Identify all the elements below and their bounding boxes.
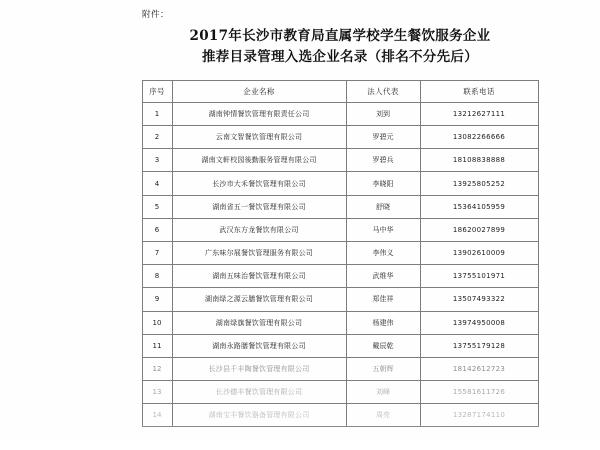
cell-company-name: 湖南文軒校园後勤服务管理有限公司 <box>172 149 346 172</box>
cell-index: 10 <box>142 311 172 334</box>
page-title <box>140 26 540 68</box>
title-line-1: 2017年长沙市教育局直属学校学生餐饮服务企业 <box>189 28 491 44</box>
table-row <box>142 404 538 427</box>
cell-company-name: 湖南绿之源云膳餐饮管理有限公司 <box>172 288 346 311</box>
enterprise-roster-table <box>142 80 539 428</box>
table-header-row <box>142 80 538 102</box>
table-row <box>142 311 538 334</box>
column-header-index: 序号 <box>142 80 172 102</box>
cell-company-name: 湖南钟情餐饮管理有限责任公司 <box>172 102 346 125</box>
cell-company-name: 湖南省五一餐饮管理有限公司 <box>172 195 346 218</box>
cell-index: 14 <box>142 404 172 427</box>
cell-representative: 杨建伟 <box>346 311 420 334</box>
cell-index: 2 <box>142 126 172 149</box>
cell-telephone: 13902610009 <box>420 241 538 264</box>
cell-telephone: 13755179128 <box>420 334 538 357</box>
title-line-2: 推荐目录管理入选企业名录（排名不分先后） <box>202 48 478 65</box>
column-header-representative: 法人代表 <box>346 80 420 102</box>
cell-index: 1 <box>142 102 172 125</box>
cell-telephone: 15581611726 <box>420 381 538 404</box>
cell-telephone: 18108838888 <box>420 149 538 172</box>
cell-index: 3 <box>142 149 172 172</box>
cell-index: 4 <box>142 172 172 195</box>
column-header-name: 企业名称 <box>172 80 346 102</box>
table-row <box>142 265 538 288</box>
page-bottom-fade <box>0 424 600 450</box>
cell-company-name: 广东味尔展餐饮管理服务有限公司 <box>172 241 346 264</box>
cell-telephone: 13212627111 <box>420 102 538 125</box>
cell-representative: 五朝辉 <box>346 357 420 380</box>
cell-representative: 马中华 <box>346 218 420 241</box>
cell-telephone: 13974950008 <box>420 311 538 334</box>
cell-company-name: 武汉东方龙餐饮有限公司 <box>172 218 346 241</box>
cell-telephone: 13287174110 <box>420 404 538 427</box>
column-header-telephone: 联系电话 <box>420 80 538 102</box>
cell-index: 6 <box>142 218 172 241</box>
table-row <box>142 218 538 241</box>
attachment-label: 附件： <box>142 10 170 20</box>
cell-representative: 舒晓 <box>346 195 420 218</box>
cell-telephone: 13755101971 <box>420 265 538 288</box>
cell-company-name: 湖南五味治餐饮管理有限公司 <box>172 265 346 288</box>
cell-company-name: 湖南绿旗餐饮管理有限公司 <box>172 311 346 334</box>
cell-representative: 罗碧兵 <box>346 149 420 172</box>
cell-index: 9 <box>142 288 172 311</box>
cell-index: 5 <box>142 195 172 218</box>
cell-representative: 李晓阳 <box>346 172 420 195</box>
cell-index: 13 <box>142 381 172 404</box>
table-row <box>142 149 538 172</box>
cell-telephone: 18142612723 <box>420 357 538 380</box>
cell-telephone: 13507493322 <box>420 288 538 311</box>
cell-representative: 周亮 <box>346 404 420 427</box>
cell-representative: 刘到 <box>346 102 420 125</box>
cell-company-name: 长沙县千丰陶餐饮管理有限公司 <box>172 357 346 380</box>
cell-company-name: 云南文智餐饮管理有限公司 <box>172 126 346 149</box>
cell-index: 12 <box>142 357 172 380</box>
table-row <box>142 102 538 125</box>
cell-index: 11 <box>142 334 172 357</box>
table-row <box>142 241 538 264</box>
table-row <box>142 195 538 218</box>
table-row <box>142 126 538 149</box>
table-row <box>142 381 538 404</box>
table-row <box>142 172 538 195</box>
cell-representative: 郑佳祥 <box>346 288 420 311</box>
cell-representative: 罗碧元 <box>346 126 420 149</box>
cell-company-name: 长沙市大禾餐饮管理有限公司 <box>172 172 346 195</box>
cell-company-name: 湖南永路膳餐饮管理有限公司 <box>172 334 346 357</box>
table-row <box>142 334 538 357</box>
cell-company-name: 湖南宝丰餐饮器备管理有限公司 <box>172 404 346 427</box>
cell-company-name: 长沙德丰餐饮管理有限公司 <box>172 381 346 404</box>
cell-representative: 武维华 <box>346 265 420 288</box>
cell-index: 8 <box>142 265 172 288</box>
cell-telephone: 18620027899 <box>420 218 538 241</box>
cell-representative: 李伟义 <box>346 241 420 264</box>
cell-telephone: 15364105959 <box>420 195 538 218</box>
table-row <box>142 357 538 380</box>
cell-telephone: 13925805252 <box>420 172 538 195</box>
cell-index: 7 <box>142 241 172 264</box>
cell-telephone: 13082266666 <box>420 126 538 149</box>
cell-representative: 刘峰 <box>346 381 420 404</box>
table-row <box>142 288 538 311</box>
cell-representative: 戴辰乾 <box>346 334 420 357</box>
